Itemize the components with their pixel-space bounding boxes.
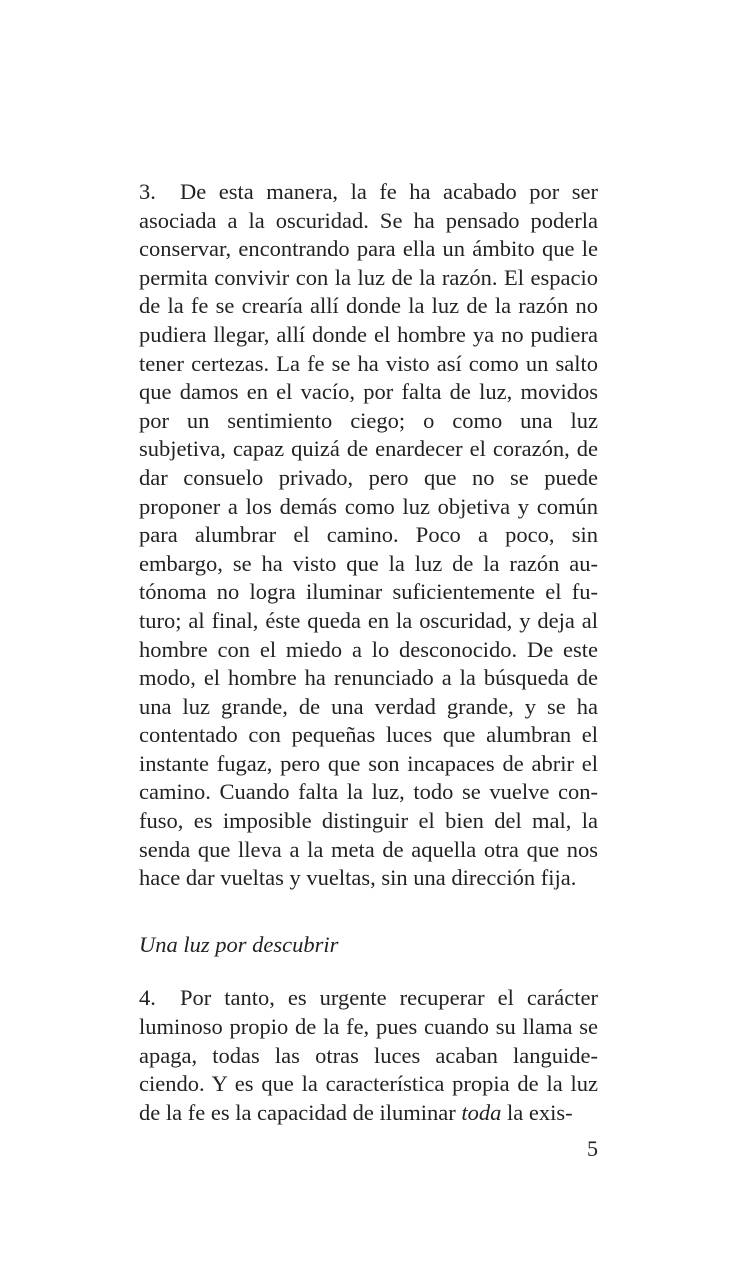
page-number: 5 — [587, 1136, 598, 1161]
emphasis-text: toda — [461, 1099, 502, 1125]
paragraph-number: 4. — [139, 985, 156, 1011]
section-subheading: Una luz por descubrir — [139, 931, 339, 957]
paragraph-text: De esta manera, la fe ha acabado por ser asociada a la oscuridad. Se ha pensado poderla conservar, encontrando para ella un ámbito que le permita convivir con la luz de la razón. El espacio de la fe se crearía allí donde la luz de la razón no pudiera llegar, allí donde el hombre ya no pudiera tener certezas. La fe se ha visto así como un salto que damos en el vacío, por falta de luz, movidos por un sentimiento ciego; o como una luz subjetiva, capaz quizá de enardecer el corazón, de dar consuelo privado, pero que no se puede proponer a los demás como luz objetiva y común para alumbrar el camino. Poco a poco, sin embargo, se ha visto que la luz de la razón autónoma no logra iluminar suficientemente el futuro; al final, éste queda en la oscuridad, y deja al hombre con el miedo a lo desconocido. De este modo, el hombre ha renunciado a la búsqueda de una luz grande, de una verdad grande, y se ha contentado con pequeñas luces que alumbran el instante fugaz, pero que son incapaces de abrir el camino. Cuando falta la luz, todo se vuelve confuso, es imposible distinguir el bien del mal, la senda que lleva a la meta de aquella otra que nos hace dar vueltas y vueltas, sin una dirección fija. — [139, 179, 598, 891]
paragraph-number: 3. — [139, 179, 156, 204]
body-text — [139, 178, 598, 1127]
paragraph-text: Por tanto, es urgente recuperar el carácter luminoso propio de la fe, pues cuando su llama se apaga, todas las otras luces acaban languideciendo. Y es que la característica propia de la luz de la fe es la capacidad de iluminar — [139, 985, 598, 1125]
paragraph-3 — [139, 178, 598, 893]
paragraph-text-end: la exis- — [501, 1099, 573, 1125]
paragraph-4 — [139, 984, 598, 1127]
